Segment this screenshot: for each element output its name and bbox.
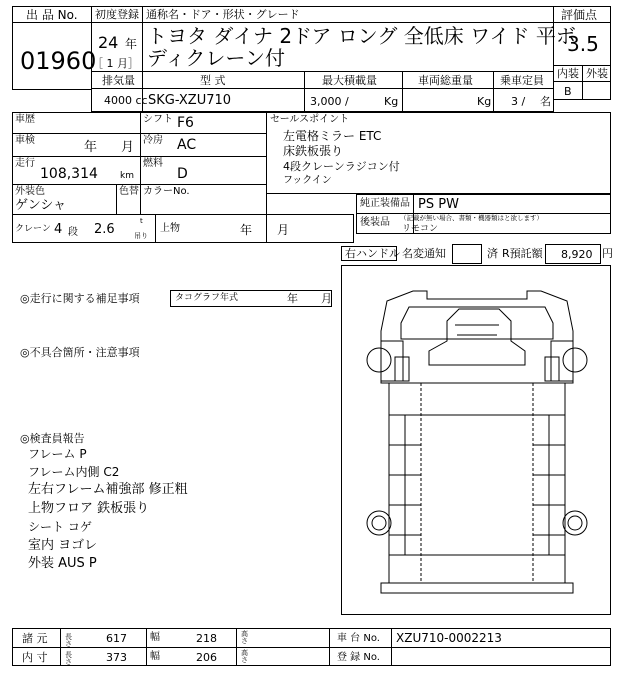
inner-length-label: 長さ xyxy=(65,651,72,666)
windshield xyxy=(401,307,553,339)
front-right-wheel xyxy=(563,348,587,372)
displacement-value: 4000 cc xyxy=(104,94,148,107)
aircon-value: AC xyxy=(177,137,197,153)
inner-length-value: 373 xyxy=(106,651,127,664)
aftermarket-value: リモコン xyxy=(402,224,439,234)
cargo-bed xyxy=(389,383,565,583)
right-mirror xyxy=(545,357,559,381)
interior-row-label: 内 寸 xyxy=(22,651,48,664)
inspector-line-3: 左右フレーム補強部 修正粗 xyxy=(28,482,188,497)
capacity-value: 3 / xyxy=(511,95,526,108)
chassis-number-label: 車 台 No. xyxy=(337,633,380,644)
sales-point-4: フックイン xyxy=(283,175,332,186)
gvw-unit: Kg xyxy=(477,95,492,108)
recycle-unit: 円 xyxy=(602,247,613,260)
recycle-prefix: 済 xyxy=(487,247,498,260)
capacity-label: 乗車定員 xyxy=(500,74,544,87)
upper-body-label: 上物 xyxy=(160,223,180,234)
inspection-year-unit: 年 xyxy=(84,140,98,155)
crane-capacity-unit-bottom: 吊り xyxy=(134,232,148,240)
rear-left-wheel xyxy=(367,511,391,535)
max-load-label: 最大積載量 xyxy=(322,74,377,87)
interior-grade: B xyxy=(564,85,572,98)
recycle-label: R預託額 xyxy=(502,247,543,260)
max-load-value: 3,000 / xyxy=(310,95,349,108)
lot-number: 01960 xyxy=(20,47,97,75)
rear-right-wheel-outer xyxy=(568,516,582,530)
inspector-line-5: シート コゲ xyxy=(28,520,92,534)
inspector-line-6: 室内 ヨゴレ xyxy=(28,538,98,553)
spec-length-label: 長さ xyxy=(65,633,72,648)
crane-capacity: 2.6 xyxy=(94,222,115,237)
driving-notes-heading: ◎走行に関する補足事項 xyxy=(20,292,140,305)
lot-label: 出 品 No. xyxy=(26,8,78,22)
model-value: SKG-XZU710 xyxy=(148,93,232,108)
tachograph-label: タコグラフ年式 xyxy=(175,293,239,303)
aftermarket-label: 後装品 xyxy=(360,217,390,228)
inspection-label: 車検 xyxy=(15,135,35,146)
tachograph-month-unit: 月 xyxy=(321,292,332,305)
upper-body-month-unit: 月 xyxy=(277,223,290,237)
model-label: 型 式 xyxy=(200,74,226,87)
gvw-label: 車両総重量 xyxy=(418,74,473,87)
defects-heading: ◎不具合箇所・注意事項 xyxy=(20,346,140,359)
sales-point-3: 4段クレーンラジコン付 xyxy=(283,160,400,173)
fuel-label: 燃料 xyxy=(143,158,163,169)
history-label: 車歴 xyxy=(15,114,35,125)
cab-interior xyxy=(429,309,525,365)
interior-label: 内装 xyxy=(557,67,579,80)
sales-points-label: セールスポイント xyxy=(270,114,350,125)
spec-length-value: 617 xyxy=(106,632,127,645)
max-load-unit: Kg xyxy=(384,95,399,108)
name-change-box xyxy=(452,244,482,264)
shift-value: F6 xyxy=(177,115,194,131)
chassis-number-value: XZU710-0002213 xyxy=(396,631,502,645)
aircon-label: 冷房 xyxy=(143,135,163,146)
rear-left-wheel-outer xyxy=(372,516,386,530)
year-unit: 年 xyxy=(125,37,138,51)
right-door-window xyxy=(551,341,573,381)
color-number-label: カラーNo. xyxy=(143,186,190,197)
front-left-wheel xyxy=(367,348,391,372)
capacity-unit: 名 xyxy=(540,95,551,108)
rear-right-wheel xyxy=(563,511,587,535)
inspector-line-4: 上物フロア 鉄板張り xyxy=(28,501,150,516)
sales-point-1: 左電格ミラー ETC xyxy=(283,129,382,143)
vehicle-diagram xyxy=(341,265,611,615)
aftermarket-note: （記載が無い場合、書類・機器類はと欲します） xyxy=(400,214,543,222)
spec-width-value: 218 xyxy=(196,632,217,645)
crane-capacity-unit-top: t xyxy=(140,217,143,225)
left-mirror xyxy=(395,357,409,381)
crane-label: クレーン xyxy=(15,224,51,234)
genuine-equipment-label: 純正装備品 xyxy=(360,198,410,209)
inner-width-label: 幅 xyxy=(150,651,160,662)
cab-outline xyxy=(381,291,573,383)
exterior-label: 外装 xyxy=(586,67,608,80)
crane-stage-unit: 段 xyxy=(68,227,78,238)
specs-row-label: 諸 元 xyxy=(22,632,48,645)
first-registration-label: 初度登録 xyxy=(95,8,139,21)
sales-point-2: 床鉄板張り xyxy=(283,144,344,158)
inner-height-label: 高さ xyxy=(241,649,248,664)
score-value: 3.5 xyxy=(567,32,599,56)
inner-width-value: 206 xyxy=(196,651,217,664)
mileage-label: 走行 xyxy=(15,158,35,169)
spec-width-label: 幅 xyxy=(150,632,160,643)
shift-label: シフト xyxy=(143,114,173,125)
color-change-label: 色替 xyxy=(119,186,139,197)
vehicle-name-line1: トヨタ ダイナ 2ドア ロング 全低床 ワイド 平ボ xyxy=(147,24,576,48)
inspector-line-2: フレーム内側 C2 xyxy=(28,465,120,479)
fuel-value: D xyxy=(177,166,188,182)
vehicle-name-line2: ディクレーン付 xyxy=(147,46,285,70)
first-registration-month: ［ 1 月］ xyxy=(92,57,139,70)
mileage-value: 108,314 xyxy=(40,166,98,182)
inspector-report-heading: ◎検査員報告 xyxy=(20,432,85,445)
inspector-line-7: 外装 AUS P xyxy=(28,556,97,571)
mileage-unit: km xyxy=(120,171,134,181)
name-change-label: 名変通知 xyxy=(402,247,446,260)
inspector-line-1: フレーム P xyxy=(28,447,87,461)
exterior-color-label: 外装色 xyxy=(15,186,45,197)
crane-stages: 4 xyxy=(54,222,63,237)
exterior-color-value: ゲンシャ xyxy=(15,198,67,213)
left-door-window xyxy=(381,341,403,381)
score-label: 評価点 xyxy=(561,8,598,22)
displacement-label: 排気量 xyxy=(102,74,135,87)
rhd-label: 右ハンドル xyxy=(345,247,400,260)
first-registration-year: 24 xyxy=(98,33,119,52)
genuine-equipment-value: PS PW xyxy=(418,197,459,212)
spec-height-label: 高さ xyxy=(241,630,248,645)
inspection-month-unit: 月 xyxy=(121,140,135,155)
recycle-amount: 8,920 xyxy=(561,248,593,261)
tachograph-year-unit: 年 xyxy=(287,292,298,305)
tailgate xyxy=(381,583,573,593)
registration-number-label: 登 録 No. xyxy=(337,652,380,663)
upper-body-year-unit: 年 xyxy=(240,223,253,237)
vehicle-name-label: 通称名・ドア・形状・グレード xyxy=(146,8,300,21)
